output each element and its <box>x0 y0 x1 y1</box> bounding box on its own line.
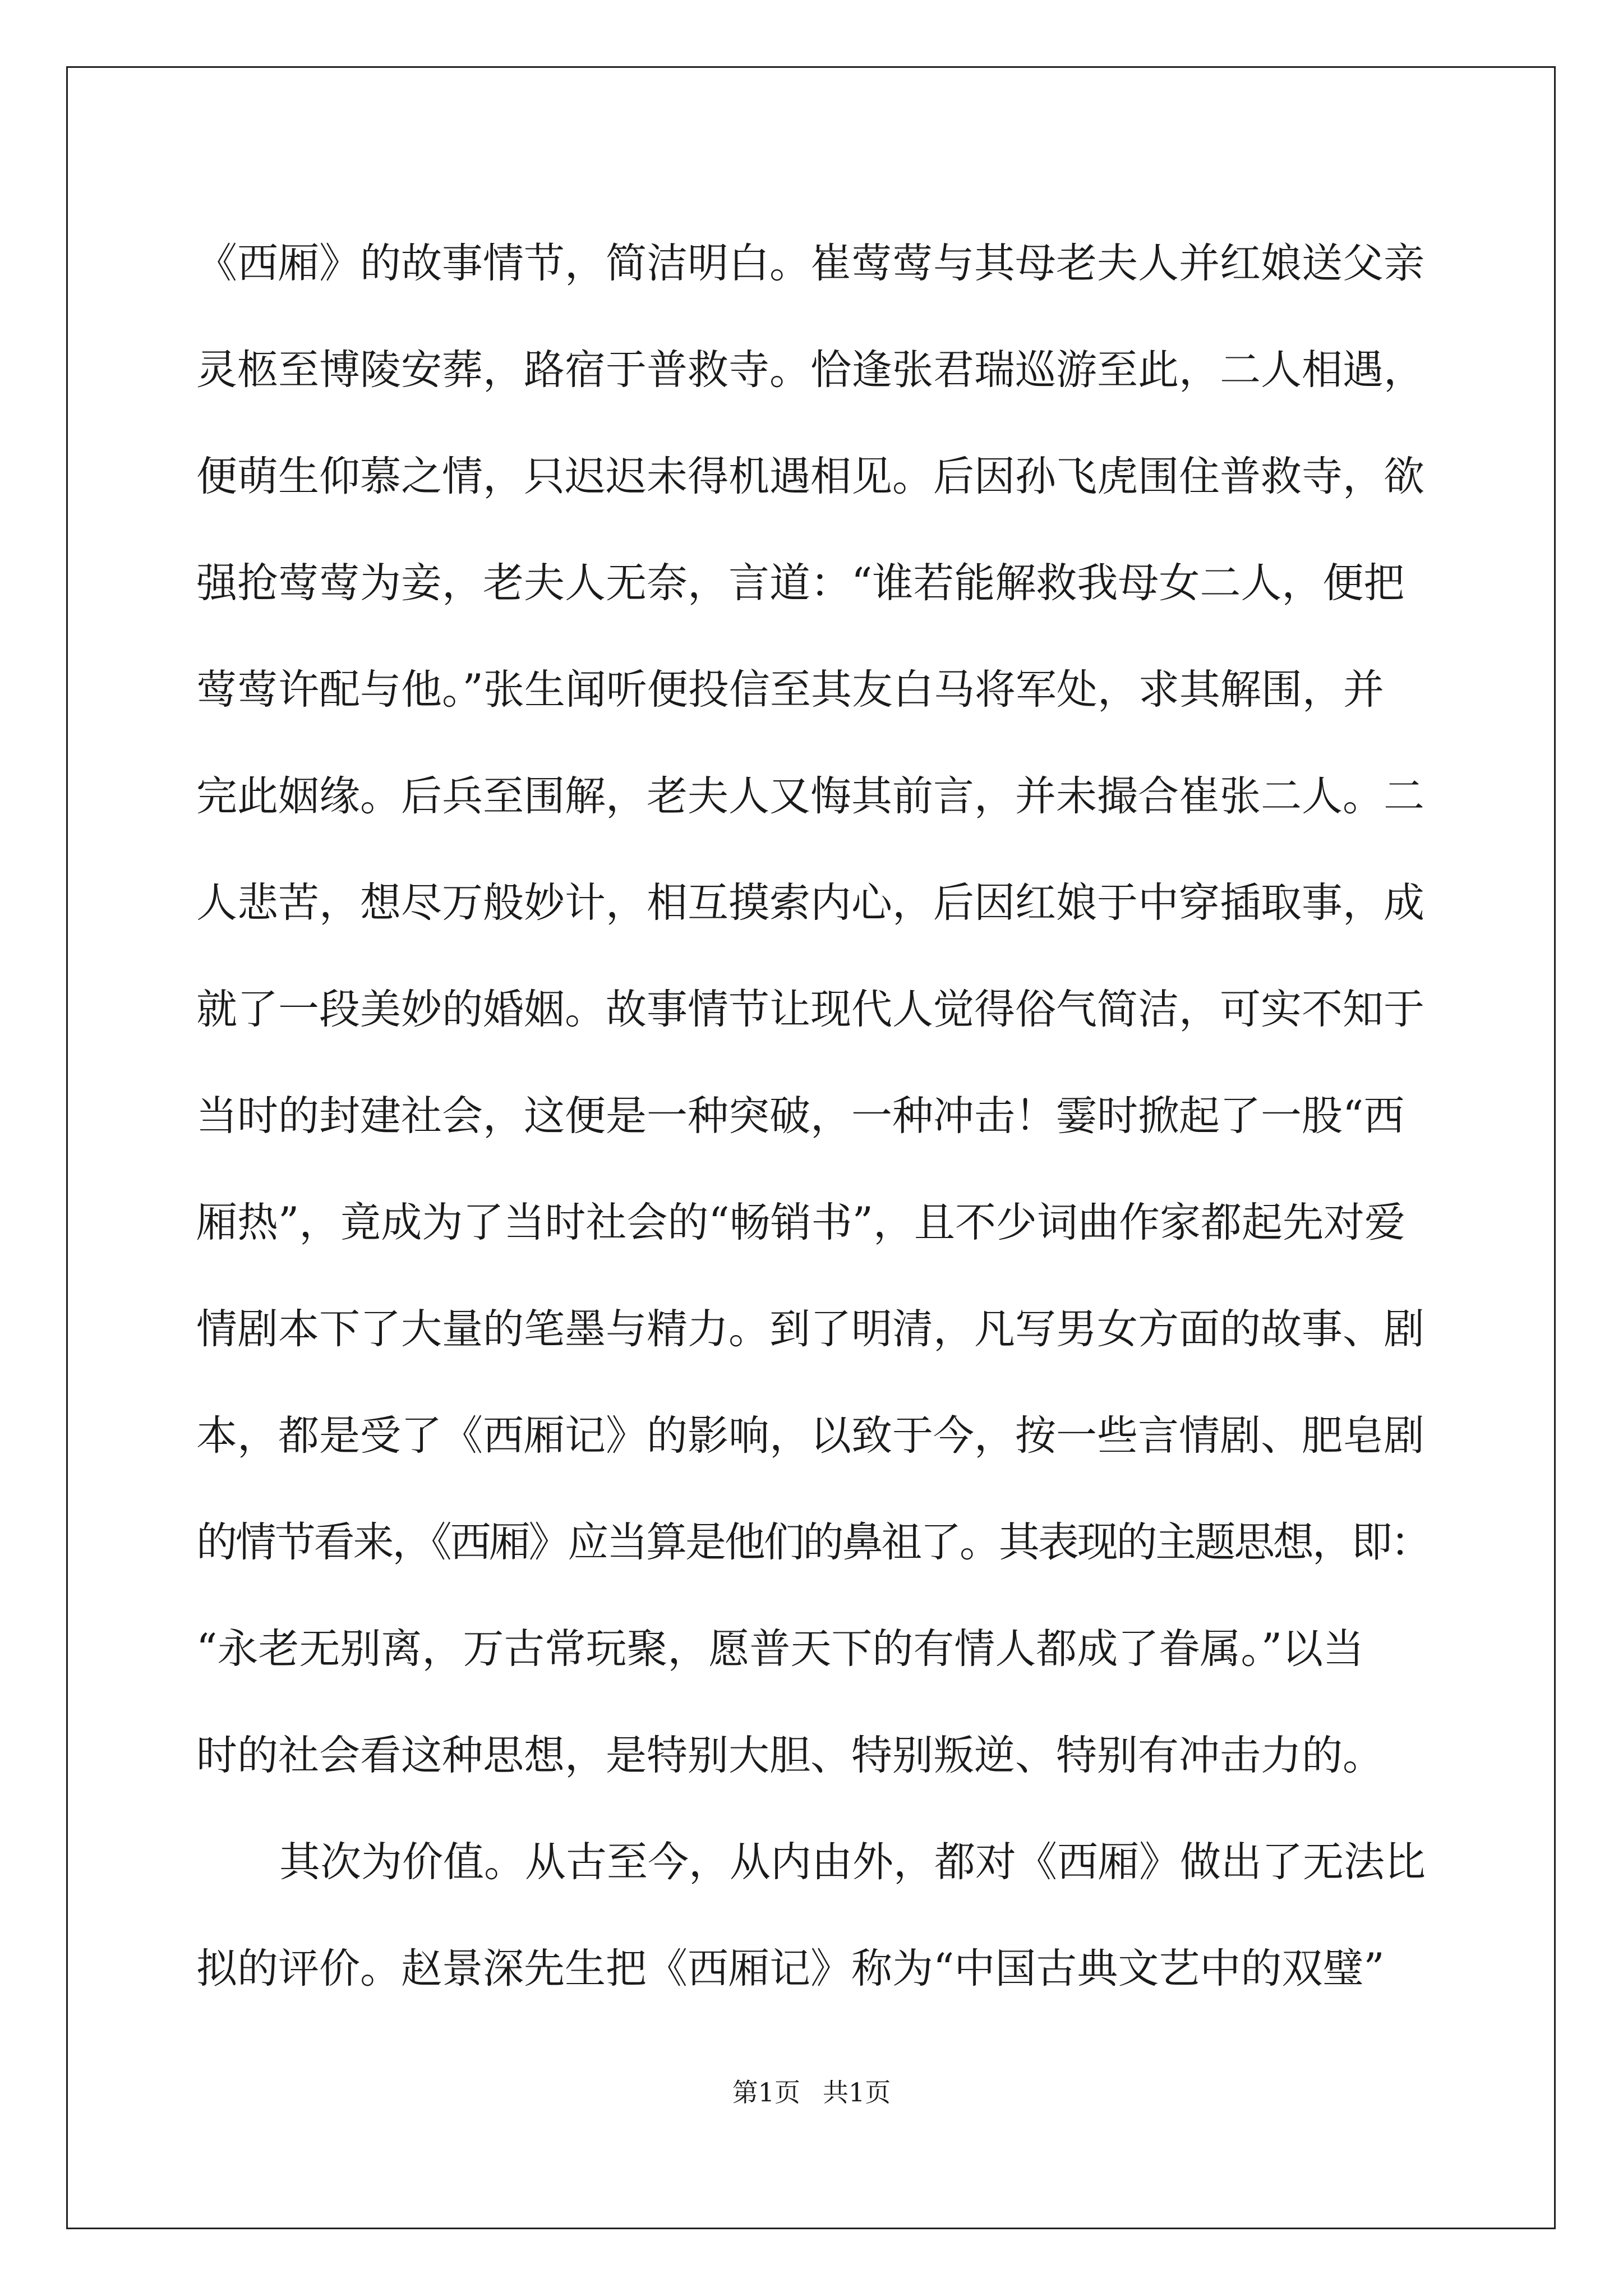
text-line: “永老无别离，万古常玩聚，愿普天下的有情人都成了眷属。”以当 <box>196 1625 1364 1673</box>
page-footer <box>0 2076 1623 2109</box>
text-line: 情剧本下了大量的笔墨与精力。到了明清，凡写男女方面的故事、剧 <box>196 1305 1424 1353</box>
text-line: 本，都是受了《西厢记》的影响，以致于今，按一些言情剧、肥皂剧 <box>196 1412 1424 1460</box>
text-line: 灵柩至博陵安葬，路宿于普救寺。恰逢张君瑞巡游至此，二人相遇， <box>196 346 1424 394</box>
text-line: 厢热”，竟成为了当时社会的“畅销书”，且不少词曲作家都起先对爱 <box>196 1199 1405 1246</box>
text-line: 就了一段美妙的婚姻。故事情节让现代人觉得俗气简洁，可实不知于 <box>196 986 1424 1033</box>
text-line: 完此姻缘。后兵至围解，老夫人又悔其前言，并未撮合崔张二人。二 <box>196 772 1424 820</box>
text-line: 拟的评价。赵景深先生把《西厢记》称为“中国古典文艺中的双璧” <box>196 1945 1385 1993</box>
text-line: 《西厢》的故事情节，简洁明白。崔莺莺与其母老夫人并红娘送父亲 <box>196 240 1424 287</box>
text-line: 人悲苦，想尽万般妙计，相互摸索内心，后因红娘于中穿插取事，成 <box>196 879 1424 927</box>
page-number: 第1页 <box>732 2077 800 2108</box>
text-line: 的情节看来，《西厢》应当算是他们的鼻祖了。其表现的主题思想，即： <box>196 1519 1430 1566</box>
text-line: 时的社会看这种思想，是特别大胆、特别叛逆、特别有冲击力的。 <box>196 1732 1384 1779</box>
text-line: 莺莺许配与他。”张生闻听便投信至其友白马将军处，求其解围，并 <box>196 666 1384 714</box>
paragraph-start-line: 其次为价值。从古至今，从内由外，都对《西厢》做出了无法比 <box>279 1838 1426 1886</box>
page-total: 共1页 <box>823 2077 891 2108</box>
text-line: 当时的封建社会，这便是一种突破，一种冲击！霎时掀起了一股“西 <box>196 1092 1405 1140</box>
text-line: 强抢莺莺为妾，老夫人无奈，言道：“谁若能解救我母女二人，便把 <box>196 559 1405 607</box>
text-line: 便萌生仰慕之情，只迟迟未得机遇相见。后因孙飞虎围住普救寺，欲 <box>196 453 1424 500</box>
document-body <box>196 210 1430 2022</box>
